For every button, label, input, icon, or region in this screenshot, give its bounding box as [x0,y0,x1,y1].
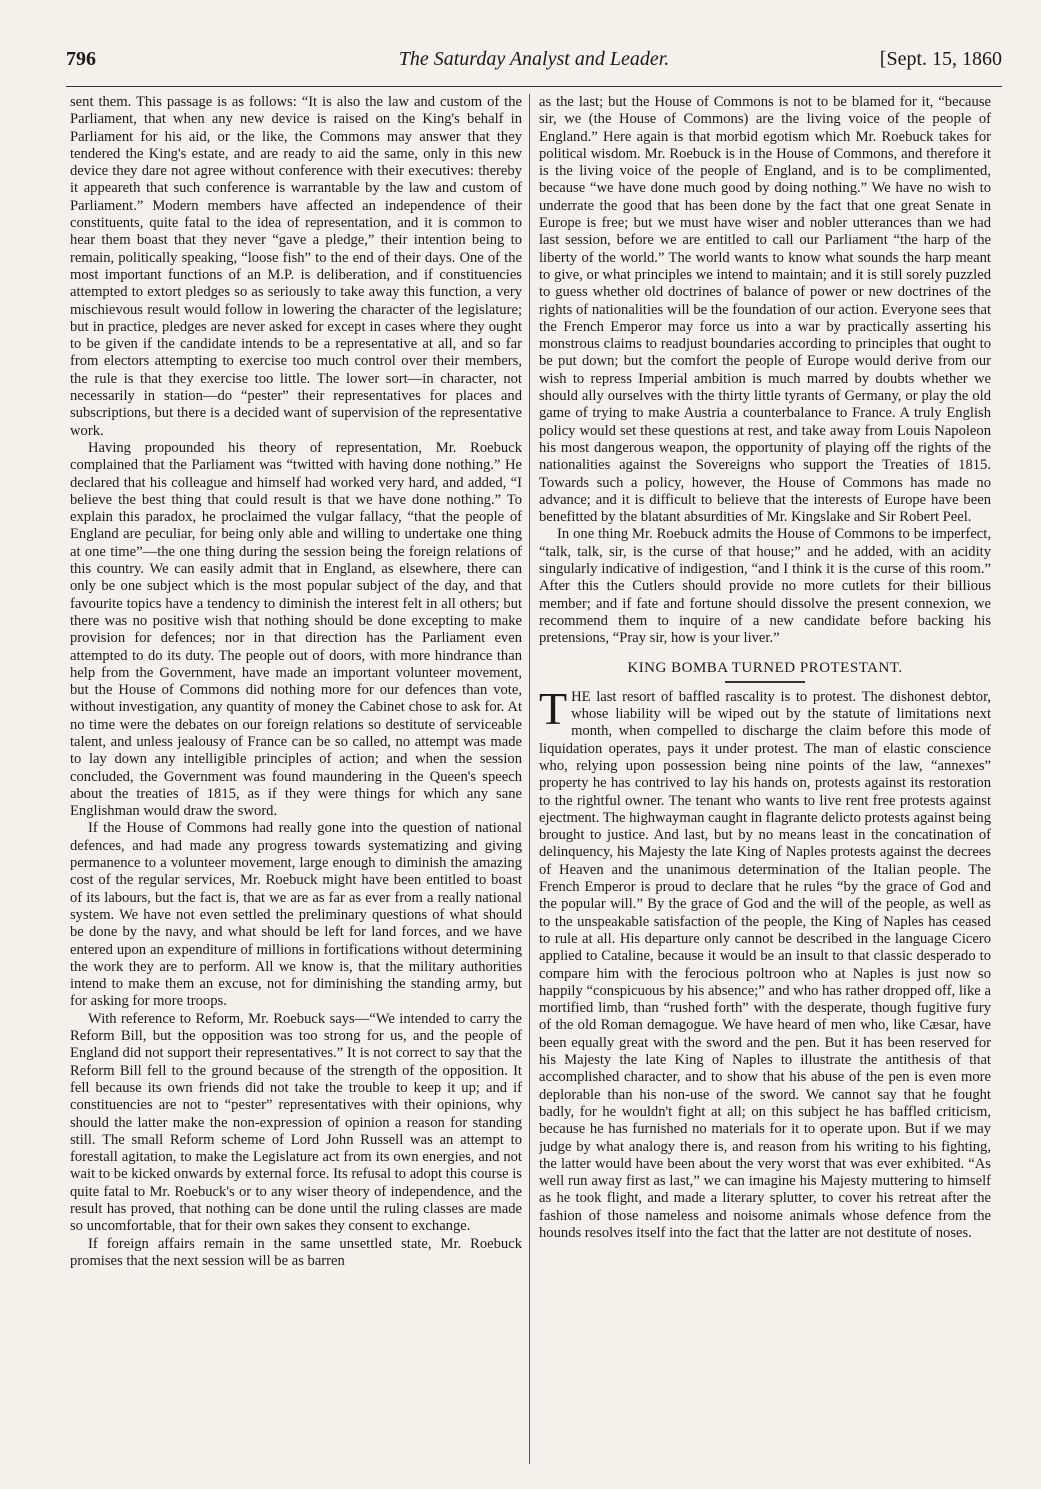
paragraph: With reference to Reform, Mr. Roebuck says—“We intended to carry the Reform Bill, but the opposition was too strong for us, and the people of England did not support their representatives.” It is not correct to say that the Reform Bill fell to the ground because of the strength of the opposition. It fell because its own friends did not take the trouble to keep it up; and if constituencies are not to “pester” representatives with their opinions, why should the latter make the non-expression of opinion a reason for standing still. The small Reform scheme of Lord John Russell was an attempt to forestall agitation, to make the Legislature act from its own energies, and not wait to be kicked onwards by external force. Its refusal to adopt this course is quite fatal to Mr. Roebuck's or to any wiser theory of independence, and the result has proved, that nothing can be done until the ruling classes are made so uncomfortable, that for their own sakes they consent to exchange. [70,1010,522,1235]
paragraph: If foreign affairs remain in the same unsettled state, Mr. Roebuck promises that the next session will be as barren [70,1235,522,1269]
issue-date: [Sept. 15, 1860 [879,48,1002,70]
right-column [539,94,991,1474]
drop-cap: T [539,682,568,734]
paragraph: as the last; but the House of Commons is not to be blamed for it, “because sir, we (the House of Commons) are the living voice of the people of England.” Here again is that morbid egotism which Mr. Roebuck takes for political wisdom. Mr. Roebuck is in the House of Commons, and therefore it is the living voice of the people of England, and is to be complimented, because “we have done much good by doing nothing.” We have no wish to underrate the good that has been done by the fact that one great Senate in Europe is free; but we must have wiser and nobler utterances than we had last session, before we are entitled to call our Parliament “the harp of the liberty of the world.” The world wants to know what sounds the harp meant to give, or what principles we intend to maintain; and it is still sorely puzzled to guess whether old doctrines of balance of power or new doctrines of the rights of nationalities will be the foundation of our action. Everyone sees that the French Emperor may force us into a war by practically asserting his monstrous claims to readjust boundaries according to principles that ought to be put down; but the comfort the people of Europe would derive from our wish to repress Imperial ambition is much marred by doubts whether we should ally ourselves with the thirty little tyrants of Germany, or play the old game of trying to make Austria a counterbalance to France. A truly English policy would set these questions at rest, and take away from Louis Napoleon his most dangerous weapon, the opportunity of playing off the rights of the nationalities against the Sovereigns who support the Treaties of 1815. Towards such a policy, however, the House of Commons has made no advance; and it is difficult to believe that the interests of Europe have been benefitted by the blatant absurdities of Mr. Kingslake and Sir Robert Peel. [539,94,991,526]
masthead: The Saturday Analyst and Leader. [398,48,670,70]
left-column [70,94,522,1474]
article-title [539,660,991,683]
header-rule [66,86,1002,87]
article-paragraph [539,682,991,1243]
paragraph: Having propounded his theory of representation, Mr. Roebuck complained that the Parliament was “twitted with having done nothing.” He declared that his colleague and himself had worked very hard, and added, “I believe the best thing that could result is that we have done nothing.” To explain this paradox, he proclaimed the vulgar fallacy, “that the people of England are peculiar, for being only able and willing to undertake one thing at one time”—the one thing during the session being the foreign relations of this country. We can easily admit that in England, as elsewhere, there can only be one subject which is the most popular subject of the day, and that favourite topics have a tendency to diminish the interest felt in all others; but there was no positive wish that nothing should be done excepting to make provision for defences; nor in that direction has the Parliament even attempted to do its duty. The people out of doors, with more hindrance than help from the Government, have made an important volunteer movement, but the House of Commons did nothing more for our defences than vote, without investigation, any quantity of money the Cabinet chose to ask for. At no time were the debates on our foreign relations so destitute of serviceable talent, and unless jealousy of France can be so called, no attempt was made to lay down any intelligible principles of action; and when the session concluded, the Government was found maundering in the Queen's speech about the treaties of 1815, as if they were things for which any sane Englishman would draw the sword. [70,439,522,820]
page-number: 796 [66,48,96,70]
paragraph: In one thing Mr. Roebuck admits the House of Commons to be imperfect, “talk, talk, sir, is the curse of that house;” and he added, with an acidity singularly indicative of indigestion, “and I think it is the curse of this room.” After this the Cutlers should provide no more cutlets for their billious member; and if fate and fortune should dissolve the present connexion, we recommend them to inquire of a new candidate before backing his pretensions, “Pray sir, how is your liver.” [539,526,991,647]
column-divider [529,94,530,1464]
title-rule [725,681,805,683]
article-title-text: KING BOMBA TURNED PROTESTANT. [627,659,903,676]
paragraph: If the House of Commons had really gone into the question of national defences, and had made any progress towards systematizing and giving permanence to a volunteer movement, large enough to diminish the amazing cost of the regular services, Mr. Roebuck might have been entitled to boast of its labours, but the fact is, that we are as far as ever from a really national system. We have not even settled the preliminary questions of what should be done by the navy, and what should be left for land forces, and we have entered upon an expenditure of millions in fortifications without determining the work they are to perform. All we know is, that the military authorities intend to make them an excuse, not for diminishing the standing army, but for asking for more troops. [70,820,522,1010]
page-header [66,44,1002,84]
paragraph: sent them. This passage is as follows: “It is also the law and custom of the Parliament, that when any new device is raised on the King's behalf in Parliament for his aid, or the like, the Commons may answer that they tendered the King's estate, and are ready to aid the same, only in this new device they dare not agree without conference with their executives: thereby it appeareth that such conference is warrantable by the law and custom of Parliament.” Modern members have affected an independence of their constituents, quite fatal to the idea of representation, and it is common to hear them boast that they never “gave a pledge,” their intention being to remain, politically speaking, “loose fish” to the end of their days. One of the most important functions of an M.P. is deliberation, and if constituencies attempted to extort pledges so as seriously to take away this function, a very mischievous result would follow in lowering the character of the legislature; but in practice, pledges are never asked for except in cases where they ought to be given if the candidate intends to be a representative at all, and so far from electors attempting to exercise too much control over their members, the rule is that they exercise too little. The lower sort—in character, not necessarily in station—do “pester” their representatives for places and subscriptions, but there is a decided want of supervision of the representative work. [70,94,522,439]
article-text: HE last resort of baffled rascality is to protest. The dishonest debtor, whose liability will be wiped out by the statute of limitations next month, when compelled to discharge the claim before this mode of liquidation operates, pays it under protest. The man of elastic conscience who, relying upon possession being nine points of the law, “annexes” property he has contrived to lay his hands on, protests against its restoration to the rightful owner. The tenant who wants to live rent free protests against ejectment. The highwayman caught in flagrante delicto protests against being brought to justice. And last, but by no means least in the concatination of delinquency, his Majesty the late King of Naples protests against the decrees of Heaven and the unanimous determination of the Italian people. The French Emperor is proud to declare that he rules “by the grace of God and the popular will.” By the grace of God and the will of the people, as well as to the unspeakable satisfaction of the people, the King of Naples has ceased to rule at all. His departure only cannot be described in the language Cicero applied to Cataline, because it would be an insult to that classic desperado to compare him with the ferocious poltroon who at Naples is just now so happily “conspicuous by his absence;” and who has rather dropped off, like a mortified limb, than “rushed forth” with the desperate, though fugitive fury of the old Roman demagogue. We have heard of men who, like Cæsar, have been equally great with the sword and the pen. But it has been reserved for his Majesty the late King of Naples to illustrate the antithesis of that accomplished character, and to show that his abuse of the pen is even more deplorable than his non-use of the sword. We cannot say that he fought badly, for he wouldn't fight at all; on this subject he has baffled criticism, because he has furnished no materials for it to operate upon. But if we may judge by what analogy there is, and reason from his writing to his fighting, the latter would have been about the very worst that was ever exhibited. “As well run away first as last,” we can imagine his Majesty muttering to himself as he took flight, and made a literary splutter, to cover his retreat after the fashion of those nameless and noisome animals whose defence from the hounds resolves itself into the fact that the latter are not destitute of noses. [539,688,991,1241]
